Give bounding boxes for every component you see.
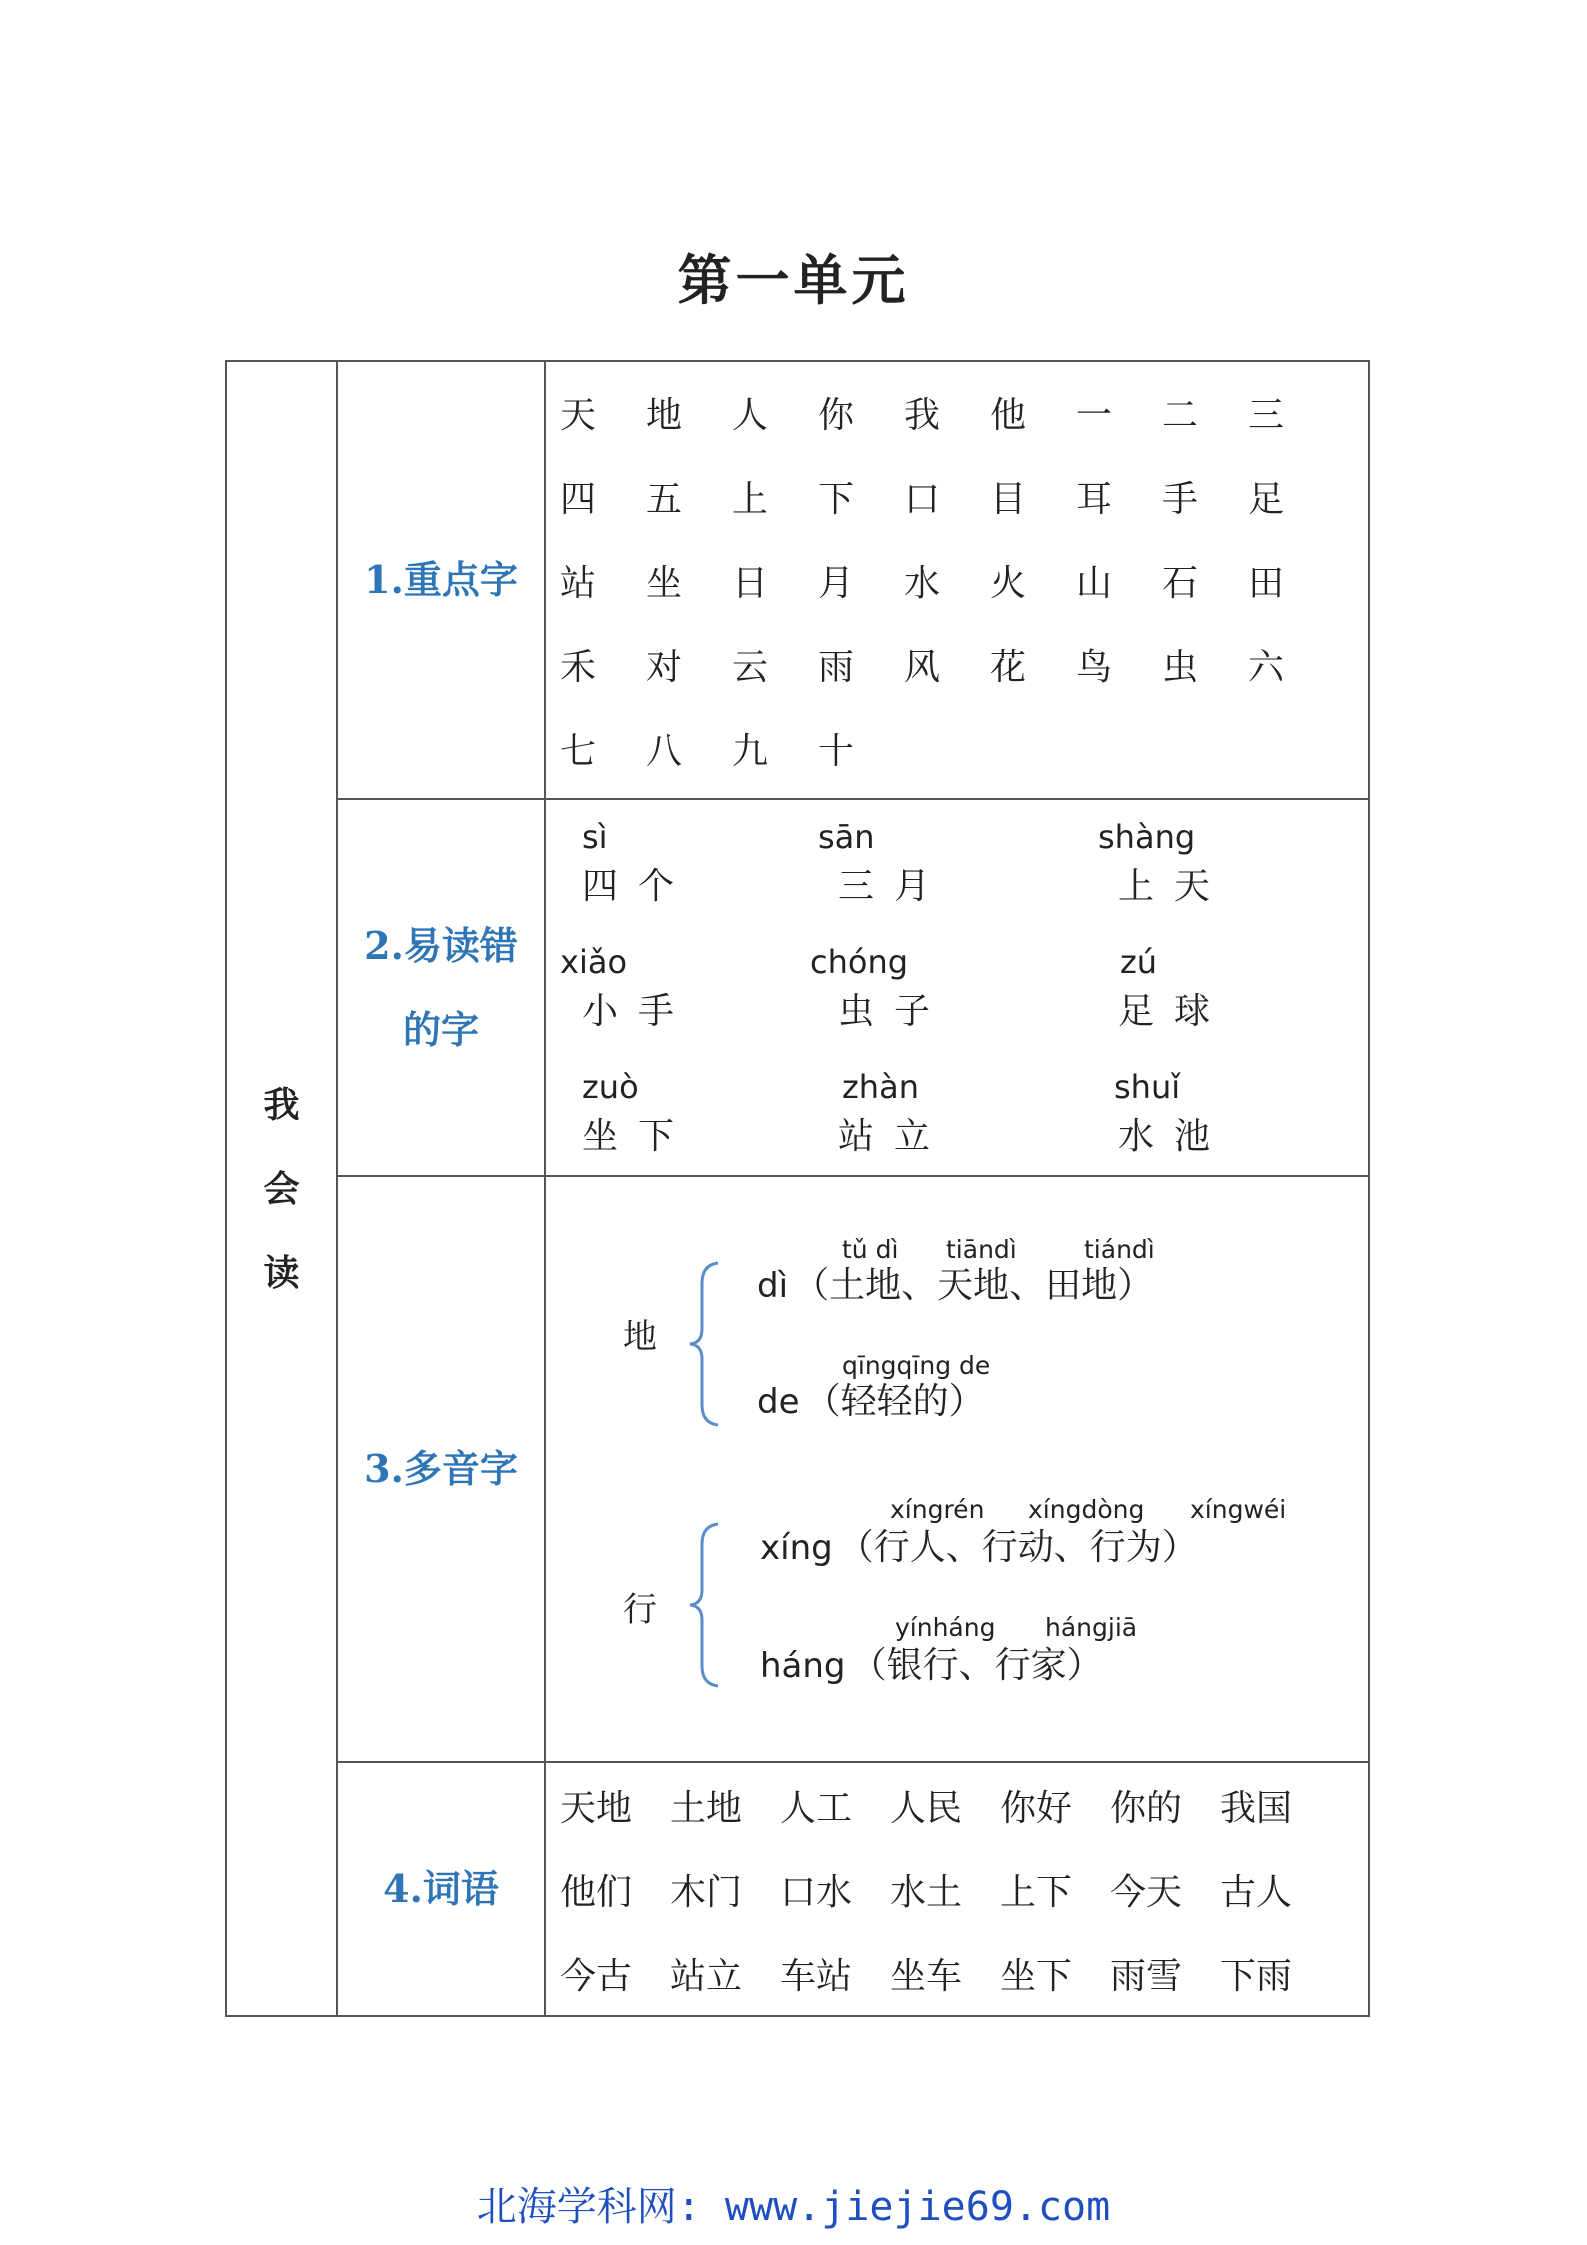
vocab-word: 坐下 — [1000, 1955, 1073, 1997]
section-1-label: 1.重点字 — [337, 361, 545, 799]
reading-words: （银行、行家） — [850, 1645, 1103, 1686]
reading-pinyin: dì — [757, 1266, 789, 1306]
key-char: 田 — [1248, 562, 1285, 604]
vocab-word: 坐车 — [890, 1955, 963, 1997]
section-3-label: 3.多音字 — [337, 1176, 545, 1762]
key-char: 火 — [990, 562, 1027, 604]
key-char: 一 — [1076, 394, 1113, 436]
char-row — [560, 370, 1368, 454]
word-row — [560, 1931, 1368, 2015]
pair-pinyin: shuǐ — [1114, 1068, 1181, 1106]
word-row — [560, 1847, 1368, 1931]
key-char: 五 — [646, 478, 683, 520]
key-char: 他 — [990, 394, 1027, 436]
vocab-word: 我国 — [1220, 1787, 1293, 1829]
pair-pinyin: xiǎo — [560, 943, 628, 981]
vocab-word: 他们 — [560, 1871, 633, 1913]
reading-pinyin: de — [757, 1382, 800, 1422]
vocab-word: 木门 — [670, 1871, 743, 1913]
reading-words: （行人、行动、行为） — [837, 1527, 1198, 1568]
char-row — [560, 622, 1368, 706]
section-2-label-line2: 的字 — [402, 1006, 479, 1052]
key-char: 花 — [990, 646, 1027, 688]
pair-pinyin: zú — [1120, 943, 1158, 981]
pair-words: 站立 — [838, 1116, 951, 1157]
key-char: 你 — [818, 394, 855, 436]
reading-words: （土地、天地、田地） — [793, 1265, 1154, 1306]
key-char: 我 — [904, 394, 941, 436]
vocab-word: 人工 — [780, 1787, 853, 1829]
pair-words: 四个 — [582, 866, 695, 907]
pair-pinyin: shàng — [1098, 818, 1196, 856]
word-pinyin: hángjiā — [1045, 1613, 1138, 1642]
pair-words: 坐下 — [582, 1116, 695, 1157]
key-char: 六 — [1248, 646, 1285, 688]
reading-line — [757, 1257, 1153, 1308]
word-pinyin: yínháng — [895, 1613, 996, 1642]
key-char: 虫 — [1162, 646, 1199, 688]
key-char: 月 — [818, 562, 855, 604]
word-pinyin: qīngqīng de — [842, 1351, 991, 1380]
vocab-word: 你的 — [1110, 1787, 1183, 1829]
key-char: 目 — [990, 478, 1027, 520]
section-3-content — [545, 1176, 1369, 1762]
word-pinyin: tiándì — [1084, 1235, 1155, 1264]
side-char: 会 — [263, 1167, 300, 1210]
reading-pinyin: xíng — [760, 1528, 833, 1568]
key-char: 口 — [904, 478, 941, 520]
pair-pinyin: chóng — [810, 943, 909, 981]
polyphone-char: 行 — [623, 1590, 657, 1630]
vocab-word: 天地 — [560, 1787, 633, 1829]
key-char: 坐 — [646, 562, 683, 604]
char-row — [560, 538, 1368, 622]
polyphone-char: 地 — [623, 1317, 657, 1357]
key-char: 禾 — [560, 646, 597, 688]
pair-pinyin: zhàn — [842, 1068, 919, 1106]
word-pinyin: xíngrén — [890, 1495, 985, 1524]
word-pinyin: tǔ dì — [842, 1235, 899, 1264]
vocab-word: 你好 — [1000, 1787, 1073, 1829]
key-char: 水 — [904, 562, 941, 604]
vocab-word: 今古 — [560, 1955, 633, 1997]
key-char: 上 — [732, 478, 769, 520]
reading-line — [760, 1637, 1103, 1688]
key-char: 风 — [904, 646, 941, 688]
key-char: 石 — [1162, 562, 1199, 604]
footer-watermark: 北海学科网: www.jiejie69.com — [476, 2184, 1111, 2230]
side-char: 读 — [263, 1251, 300, 1294]
section-2-label-line1: 2.易读错 — [364, 922, 518, 968]
pair-words: 三月 — [838, 866, 951, 907]
word-row — [560, 1763, 1368, 1847]
word-pinyin: tiāndì — [946, 1235, 1017, 1264]
section-2-content — [545, 799, 1369, 1176]
side-char: 我 — [263, 1083, 300, 1126]
char-row — [560, 706, 1368, 790]
reading-words: （轻轻的） — [804, 1381, 985, 1422]
pair-pinyin: zuò — [582, 1068, 639, 1106]
reading-line — [757, 1373, 985, 1424]
word-pinyin: xíngdòng — [1028, 1495, 1145, 1524]
section-2-label — [337, 799, 545, 1176]
brace-icon — [688, 1520, 722, 1690]
section-4-content — [545, 1762, 1369, 2016]
page-title: 第一单元 — [677, 248, 910, 312]
pair-pinyin: sān — [818, 818, 875, 856]
side-label — [226, 361, 337, 2016]
section-1-content — [545, 361, 1369, 799]
key-char: 九 — [732, 730, 769, 772]
key-char: 对 — [646, 646, 683, 688]
vocab-word: 土地 — [670, 1787, 743, 1829]
reading-pinyin: háng — [760, 1646, 846, 1686]
pair-words: 上天 — [1118, 866, 1231, 907]
key-char: 人 — [732, 394, 769, 436]
pair-pinyin: sì — [582, 818, 608, 856]
key-char: 天 — [560, 394, 597, 436]
key-char: 云 — [732, 646, 769, 688]
key-char: 三 — [1248, 394, 1285, 436]
pair-words: 虫子 — [838, 991, 951, 1032]
key-char: 二 — [1162, 394, 1199, 436]
vocab-word: 人民 — [890, 1787, 963, 1829]
vocab-word: 口水 — [780, 1871, 853, 1913]
vocab-word: 站立 — [670, 1955, 743, 1997]
vocab-word: 上下 — [1000, 1871, 1073, 1913]
key-char: 足 — [1248, 478, 1285, 520]
content-table — [225, 360, 1370, 2017]
key-char: 日 — [732, 562, 769, 604]
reading-line — [760, 1519, 1198, 1570]
key-char: 手 — [1162, 478, 1199, 520]
pair-words: 小手 — [582, 991, 695, 1032]
vocab-word: 车站 — [780, 1955, 853, 1997]
section-4-label: 4.词语 — [337, 1762, 545, 2016]
vocab-word: 雨雪 — [1110, 1955, 1183, 1997]
key-char: 下 — [818, 478, 855, 520]
vocab-word: 下雨 — [1220, 1955, 1293, 1997]
pair-words: 足球 — [1118, 991, 1231, 1032]
key-char: 十 — [818, 730, 855, 772]
word-pinyin: xíngwéi — [1190, 1495, 1287, 1524]
key-char: 雨 — [818, 646, 855, 688]
key-char: 站 — [560, 562, 597, 604]
key-char: 四 — [560, 478, 597, 520]
key-char: 七 — [560, 730, 597, 772]
key-char: 八 — [646, 730, 683, 772]
key-char: 耳 — [1076, 478, 1113, 520]
pair-words: 水池 — [1118, 1116, 1231, 1157]
vocab-word: 古人 — [1220, 1871, 1293, 1913]
char-row — [560, 454, 1368, 538]
vocab-word: 今天 — [1110, 1871, 1183, 1913]
key-char: 山 — [1076, 562, 1113, 604]
vocab-word: 水土 — [890, 1871, 963, 1913]
key-char: 地 — [646, 394, 683, 436]
brace-icon — [688, 1259, 722, 1429]
key-char: 鸟 — [1076, 646, 1113, 688]
